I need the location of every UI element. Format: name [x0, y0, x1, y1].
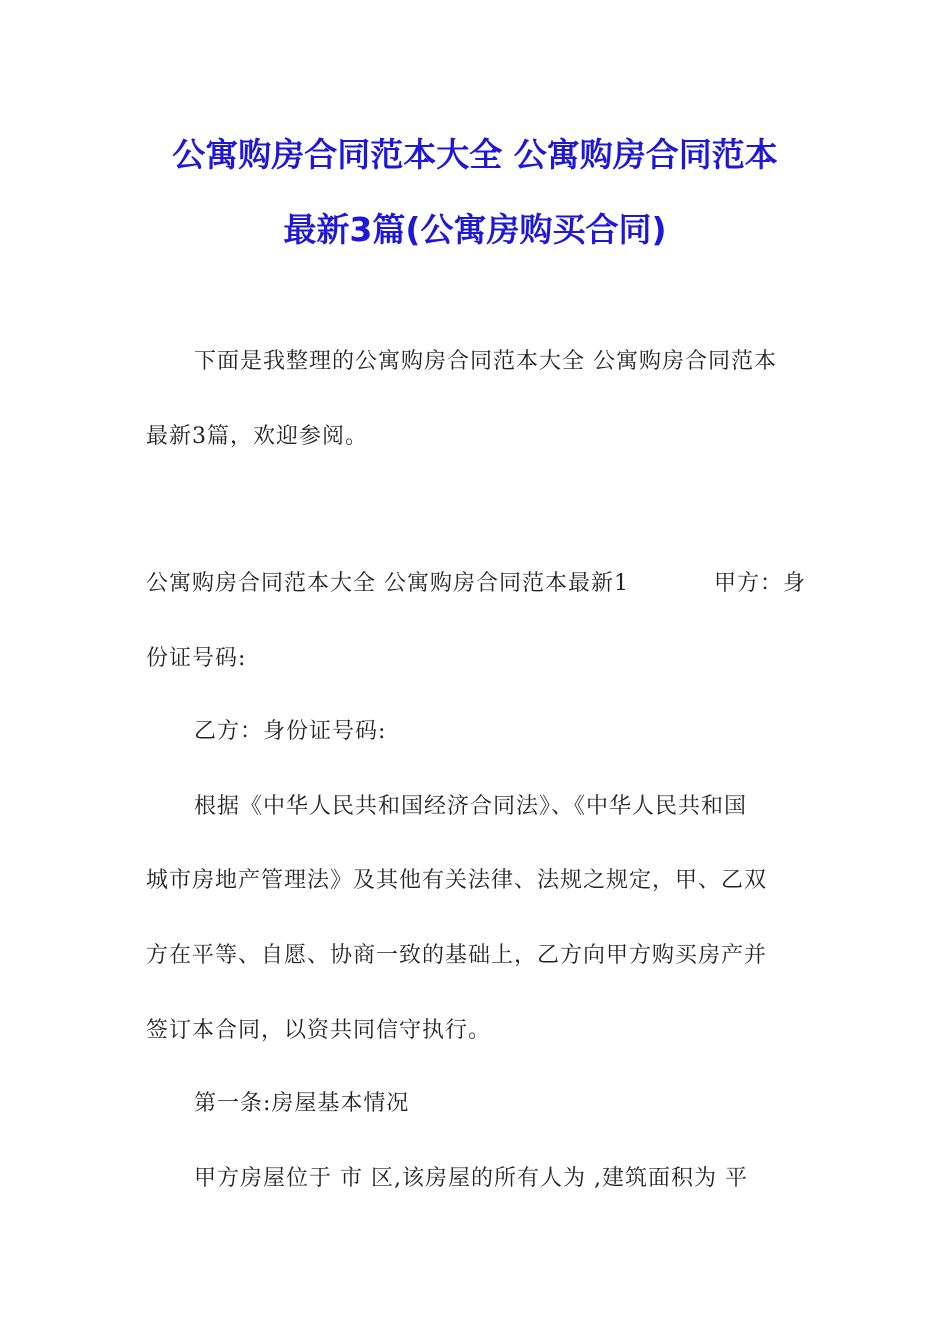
- basis-paragraph-line-2: 城市房地产管理法》及其他有关法律、法规之规定，甲、乙双: [146, 868, 768, 893]
- intro-paragraph-line-2: 最新3篇，欢迎参阅。: [146, 424, 368, 449]
- article-1-line-1: 甲方房屋位于 市 区,该房屋的所有人为 ,建筑面积为 平: [194, 1166, 748, 1191]
- article-1-heading: 第一条:房屋基本情况: [194, 1091, 410, 1116]
- party-b-line: 乙方：身份证号码:: [194, 719, 387, 744]
- document-title-line-2: 最新3篇(公寓房购买合同): [283, 210, 667, 249]
- party-a-label: 甲方：身: [713, 571, 806, 596]
- party-a-id-continued: 份证号码:: [146, 646, 247, 671]
- document-title-line-1: 公寓购房合同范本大全 公寓购房合同范本: [172, 135, 778, 174]
- basis-paragraph-line-3: 方在平等、自愿、协商一致的基础上，乙方向甲方购买房产并: [146, 943, 768, 968]
- section-heading: 公寓购房合同范本大全 公寓购房合同范本最新1: [146, 571, 629, 596]
- basis-paragraph-line-1: 根据《中华人民共和国经济合同法》、《中华人民共和国: [194, 794, 748, 819]
- intro-paragraph-line-1: 下面是我整理的公寓购房合同范本大全 公寓购房合同范本: [194, 349, 777, 374]
- section-heading-row: [146, 568, 806, 600]
- basis-paragraph-line-4: 签订本合同，以资共同信守执行。: [146, 1018, 492, 1043]
